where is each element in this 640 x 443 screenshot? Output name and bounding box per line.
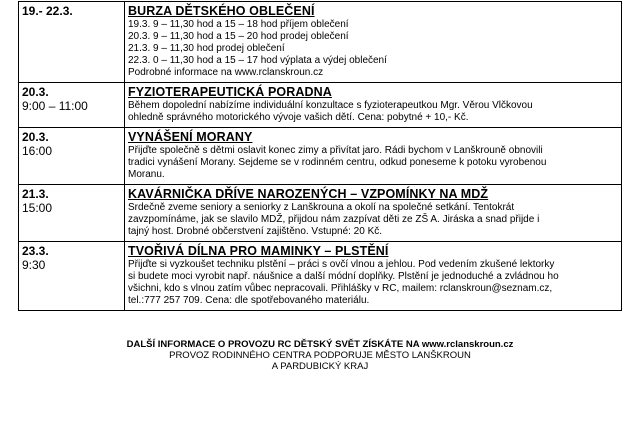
event-title: TVOŘIVÁ DÍLNA PRO MAMINKY – PLSTĚNÍ [128, 244, 389, 258]
event-date: 20.3. [22, 85, 49, 99]
event-date: 19.- 22.3. [22, 4, 73, 18]
event-row [19, 128, 622, 185]
event-desc-line: tajný host. Drobné občerstvení zajištěno. Vstupné: 20 Kč. [128, 226, 383, 237]
event-desc-line: ohledně správného motorického vývoje vašich dětí. Cena: pobytné + 10,- Kč. [128, 112, 469, 123]
event-detail-cell [125, 185, 622, 242]
event-time: 15:00 [22, 201, 53, 215]
event-desc-line: Přijďte si vyzkoušet techniku plstění – práci s ovčí vlnou a jehlou. Pod vedením zkušené lektorky [128, 259, 555, 270]
event-desc-line: zavzpomínáme, jak se slavilo MDŽ, přijdou nám zazpívat děti ze ZŠ A. Jiráska a snad přijde i [128, 214, 540, 225]
event-detail-cell [125, 128, 622, 185]
event-when-cell [19, 2, 125, 83]
event-row [19, 185, 622, 242]
event-desc-line: Přijďte společně s dětmi oslavit konec zimy a přivítat jaro. Rádi bychom v Lanškrouně obnovili [128, 145, 543, 156]
event-desc-line: tel.:777 257 709. Cena: dle spotřebovaného materiálu. [128, 295, 370, 306]
event-desc-line: Srdečně zveme seniory a seniorky z Lanškrouna a okolí na společné setkání. Tentokrát [128, 202, 515, 213]
footer-support-line: PROVOZ RODINNÉHO CENTRA PODPORUJE MĚSTO LANŠKROUN [169, 350, 471, 361]
event-desc-line: 19.3. 9 – 11,30 hod a 15 – 18 hod příjem oblečení [128, 19, 349, 30]
event-date: 21.3. [22, 187, 49, 201]
event-desc-line: tradici vynášení Morany. Sejdeme se v rodinném centru, odkud poneseme k potoku vyrobenou [128, 157, 547, 168]
event-row [19, 2, 622, 83]
event-date: 23.3. [22, 244, 49, 258]
event-desc-line: všichni, kdo s vlnou zatím vůbec nepracovali. Přihlášky v RC, mailem: rclanskroun@seznam.cz, [128, 283, 553, 294]
event-title: VYNÁŠENÍ MORANY [128, 130, 253, 144]
event-when-cell [19, 242, 125, 311]
event-desc-line: Během dopolední nabízíme individuální konzultace s fyzioterapeutkou Mgr. Věrou Vlčkovou [128, 100, 533, 111]
event-title: FYZIOTERAPEUTICKÁ PORADNA [128, 85, 332, 99]
event-when-cell [19, 185, 125, 242]
event-title: BURZA DĚTSKÉHO OBLEČENÍ [128, 4, 315, 18]
footer [18, 339, 622, 372]
event-desc-line: Podrobné informace na www.rclanskroun.cz [128, 67, 324, 78]
event-detail-cell [125, 2, 622, 83]
event-desc-line: 21.3. 9 – 11,30 hod prodej oblečení [128, 43, 285, 54]
event-desc-line: Moranu. [128, 169, 165, 180]
footer-support-line: A PARDUBICKÝ KRAJ [271, 361, 369, 372]
event-title: KAVÁRNIČKA DŘÍVE NAROZENÝCH – VZPOMÍNKY NA MDŽ [128, 187, 489, 201]
event-time: 16:00 [22, 144, 53, 158]
event-row [19, 83, 622, 128]
event-detail-cell [125, 242, 622, 311]
event-detail-cell [125, 83, 622, 128]
events-table [18, 1, 622, 311]
event-when-cell [19, 83, 125, 128]
event-time: 9:00 – 11:00 [22, 99, 88, 113]
event-time: 9:30 [22, 258, 46, 272]
event-desc-line: 20.3. 9 – 11,30 hod a 15 – 20 hod prodej oblečení [128, 31, 349, 42]
event-desc-line: si budete moci vyrobit např. náušnice a další módní doplňky. Plstění je jednoduché a zvládnou ho [128, 271, 559, 282]
event-when-cell [19, 128, 125, 185]
event-row [19, 242, 622, 311]
event-date: 20.3. [22, 130, 49, 144]
footer-info-line: DALŠÍ INFORMACE O PROVOZU RC DĚTSKÝ SVĚT ZÍSKÁTE NA www.rclanskroun.cz [126, 339, 514, 350]
event-desc-line: 22.3. 0 – 11,30 hod a 15 – 17 hod výplata a výdej oblečení [128, 55, 387, 66]
